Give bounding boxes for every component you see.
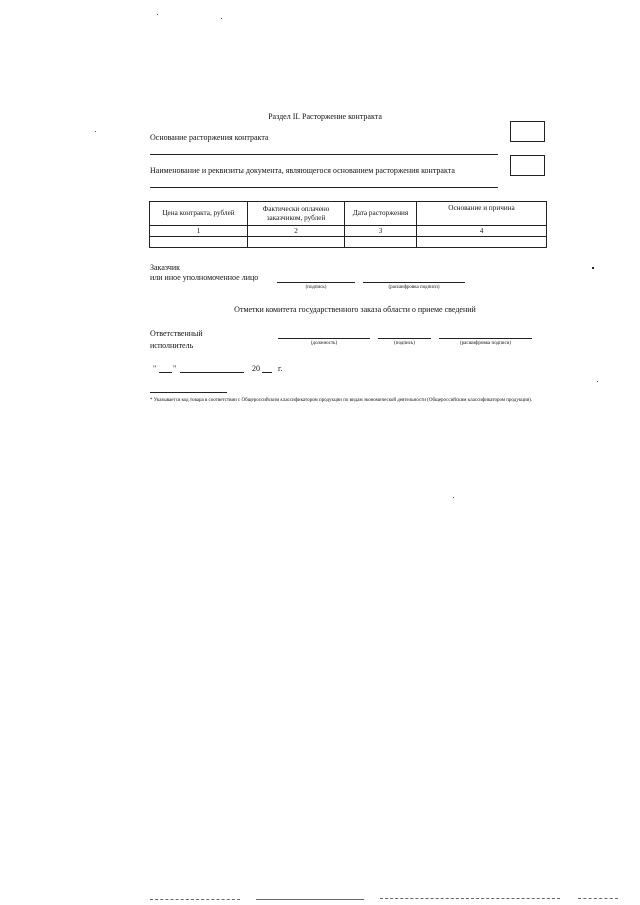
executor-position-caption: (должность)	[310, 341, 338, 346]
executor-decryption-line[interactable]	[439, 338, 532, 339]
table-number-cell: 1	[150, 226, 248, 237]
customer-decryption-caption: (расшифровка подписи)	[388, 285, 440, 290]
scan-edge-artifact	[578, 898, 618, 899]
scan-speck	[221, 18, 222, 19]
scan-speck	[597, 381, 598, 382]
scan-edge-artifact	[256, 899, 364, 900]
table-header-row	[150, 202, 547, 226]
table-number-row	[150, 226, 547, 237]
date-close-quote: "	[173, 364, 177, 373]
executor-position-line[interactable]	[278, 338, 370, 339]
customer-signature-caption: (подпись)	[305, 285, 327, 290]
date-year-line[interactable]	[262, 372, 272, 373]
table-header-cell: Цена контракта, рублей	[150, 202, 248, 226]
customer-authorized-label: или иное уполномоченное лицо	[150, 273, 259, 282]
scan-edge-artifact	[380, 898, 560, 899]
scan-edge-artifact	[150, 899, 240, 900]
date-open-quote: "	[153, 364, 157, 373]
table-number-cell: 4	[417, 226, 547, 237]
table-number-cell: 2	[248, 226, 345, 237]
table-header-cell: Дата расторжения	[345, 202, 417, 226]
footnote-separator	[150, 392, 227, 393]
scan-speck	[95, 131, 96, 132]
table-header-cell: Фактически оплачено заказчиком, рублей	[248, 202, 345, 226]
termination-basis-underline	[150, 154, 498, 155]
customer-decryption-line[interactable]	[363, 282, 465, 283]
document-code-box[interactable]	[510, 155, 545, 176]
executor-signature-line[interactable]	[378, 338, 431, 339]
executor-label: Ответственный	[150, 329, 203, 338]
date-year-suffix: г.	[278, 364, 283, 373]
document-underline	[150, 187, 498, 188]
executor-decryption-caption: (расшифровка подписи)	[459, 341, 512, 346]
table-number-cell: 3	[345, 226, 417, 237]
customer-label: Заказчик	[150, 263, 181, 272]
scan-speck	[453, 497, 454, 498]
table-data-cell[interactable]	[417, 237, 547, 248]
date-year-prefix: 20	[252, 364, 260, 373]
section-title: Раздел II. Расторжение контракта	[268, 112, 382, 121]
executor-signature-caption: (подпись)	[394, 341, 415, 346]
customer-signature-line[interactable]	[277, 282, 355, 283]
termination-table	[149, 201, 547, 248]
table-header-cell: Основание и причина	[417, 202, 547, 226]
committee-heading: Отметки комитета государственного заказа области о приеме сведений	[234, 305, 476, 314]
date-month-line[interactable]	[180, 372, 244, 373]
termination-basis-code-box[interactable]	[510, 121, 545, 142]
executor-label-line2: исполнитель	[150, 341, 194, 350]
footnote-text: * Указывается код товара в соответствии с Общероссийским классификатором продукции по видам экономической деятельности (Общероссийским классификатором продукции).	[150, 398, 533, 403]
table-data-cell[interactable]	[248, 237, 345, 248]
document-label: Наименование и реквизиты документа, являющегося основанием расторжения контракта	[150, 166, 455, 175]
date-day-line[interactable]	[159, 372, 172, 373]
scan-speck	[592, 267, 594, 269]
table-data-cell[interactable]	[345, 237, 417, 248]
table-data-row	[150, 237, 547, 248]
termination-basis-label: Основание расторжения контракта	[150, 133, 269, 142]
table-data-cell[interactable]	[150, 237, 248, 248]
scan-speck	[157, 14, 158, 15]
